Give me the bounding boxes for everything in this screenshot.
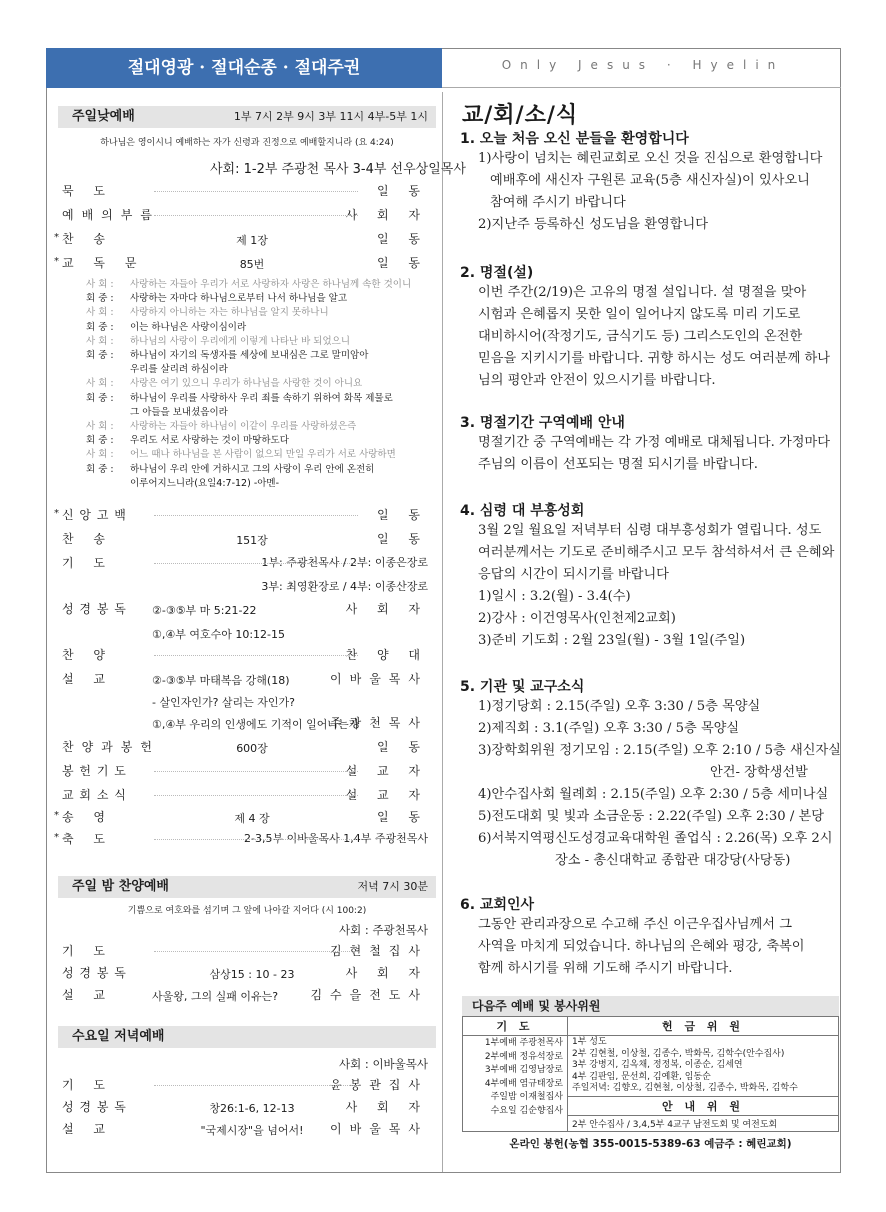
responsive-text: 어느 때나 하나님을 본 사람이 없으되 만일 우리가 서로 사랑하면 — [130, 449, 396, 461]
online-offering: 온라인 봉헌(농협 355-0015-5389-63 예금주 : 혜린교회) — [509, 1138, 792, 1150]
column-divider — [442, 92, 443, 1172]
news-line: 응답의 시간이 되시기를 바랍니다 — [478, 567, 669, 582]
order-responsible: 사 회 자 — [345, 1100, 428, 1114]
responsive-line — [86, 306, 426, 320]
responsive-text: 그 아들을 보내셨음이라 — [130, 406, 228, 418]
order-row — [62, 646, 428, 668]
order-detail: ②-③⑤부 마태복음 강해(18) — [152, 674, 290, 687]
order-label: 성 경 봉 독 — [62, 602, 127, 616]
order-label: 성 경 봉 독 — [62, 966, 127, 980]
order-row — [62, 714, 428, 736]
dotted-leader — [154, 515, 358, 516]
dotted-leader — [154, 191, 358, 192]
prayer-column-head: 기 도 — [463, 1017, 568, 1036]
order-row — [62, 1076, 428, 1098]
responsive-line — [86, 406, 426, 420]
news-line: 장소 - 총신대학교 종합관 대강당(사당동) — [555, 853, 791, 868]
responsive-line — [86, 434, 426, 448]
order-row — [62, 738, 428, 760]
responsive-text: 사랑하는 자들아 우리가 서로 사랑하자 사랑은 하나님께 속한 것이니 — [130, 279, 412, 290]
order-row — [54, 808, 428, 830]
order-label: 설 교 — [62, 672, 113, 686]
responsive-role: 회 중 : — [86, 293, 114, 305]
news-line: 예배후에 새신자 구원론 교육(5층 새신자실)이 있사오니 — [490, 173, 810, 188]
responsive-line — [86, 335, 426, 349]
offering-column-head: 헌 금 위 원 — [568, 1017, 839, 1036]
order-detail: 삼상15 : 10 - 23 — [209, 968, 295, 981]
order-responsible: 이바울목사 — [330, 1122, 428, 1136]
order-detail: 제 1장 — [236, 234, 268, 247]
order-responsible: 김현철집사 — [330, 944, 428, 958]
order-responsible: 2-3,5부 이바울목사 1,4부 주광천목사 — [244, 832, 428, 845]
news-line: 1)사랑이 넘치는 혜린교회로 오신 것을 진심으로 환영합니다 — [478, 151, 823, 166]
responsive-reading — [86, 278, 426, 491]
responsive-line — [86, 448, 426, 462]
order-responsible: 찬 양 대 — [345, 648, 428, 662]
prayer-list — [463, 1036, 568, 1132]
header-divider — [442, 87, 841, 88]
news-line: 1)일시 : 3.2(월) - 3.4(수) — [478, 589, 631, 604]
order-responsible: 3부: 최영환장로 / 4부: 이종산장로 — [261, 580, 428, 593]
responsive-line — [86, 392, 426, 406]
order-detail: 제 4 장 — [234, 812, 270, 825]
evening-verse: 기쁨으로 여호와를 섬기며 그 앞에 나아갈 지어다 (시 100:2) — [127, 906, 367, 916]
news-line: 그동안 관리과장으로 수고해 주신 이근우집사님께서 그 — [478, 917, 792, 932]
order-responsible: 일 동 — [377, 532, 428, 546]
news-title: 교/회/소/식 — [462, 102, 579, 128]
responsive-role: 사 회 : — [86, 449, 114, 461]
evening-presider: 사회 : 주광천목사 — [339, 923, 428, 937]
dotted-leader — [154, 1085, 358, 1086]
dotted-leader — [154, 839, 358, 840]
dotted-leader — [154, 951, 358, 952]
order-row — [62, 1098, 428, 1120]
order-label: 교 회 소 식 — [62, 788, 127, 802]
order-row — [62, 786, 428, 808]
responsive-role: 회 중 : — [86, 463, 114, 475]
required-stand-marker: * — [54, 508, 59, 519]
news-line: 2)지난주 등록하신 성도님을 환영합니다 — [478, 217, 708, 232]
offering-entry: 3부 강병지, 김옥채, 정정복, 이종순, 김세연 — [572, 1060, 743, 1070]
prayer-entry: 주일밤 이재철집사 — [490, 1092, 563, 1102]
wednesday-service-header — [58, 1026, 436, 1048]
news-line: 주님의 이름이 선포되는 명절 되시기를 바랍니다. — [478, 457, 758, 472]
order-row — [62, 942, 428, 964]
news-heading: 5. 기관 및 교구소식 — [460, 679, 585, 695]
order-row — [62, 624, 428, 646]
news-line: 여러분께서는 기도로 준비해주시고 모두 참석하셔서 큰 은혜와 — [478, 545, 835, 560]
news-line: 3)준비 기도회 : 2월 23일(월) - 3월 1일(주일) — [478, 633, 746, 648]
news-heading: 4. 심령 대 부흥성회 — [460, 503, 585, 519]
sunday-service-times: 1부 7시 2부 9시 3부 11시 4부-5부 1시 — [233, 110, 428, 123]
order-responsible: 김수을전도사 — [310, 988, 428, 1002]
responsive-text: 우리를 살리려 하심이라 — [130, 364, 228, 376]
responsive-line — [86, 292, 426, 306]
news-line: 5)전도대회 및 빛과 소금운동 : 2.22(주일) 오후 2:30 / 본당 — [478, 809, 824, 824]
news-line: 3월 2일 월요일 저녁부터 심령 대부흥성회가 열립니다. 성도 — [478, 523, 822, 538]
order-responsible: 설 교 자 — [345, 764, 428, 778]
responsive-role: 사 회 : — [86, 279, 114, 290]
order-row — [62, 182, 428, 204]
order-label: 기 도 — [62, 1078, 113, 1092]
header-banner: 절대영광 · 절대순종 · 절대주권 — [46, 48, 442, 88]
dotted-leader — [154, 795, 358, 796]
order-detail: 창26:1-6, 12-13 — [209, 1102, 295, 1115]
order-responsible: 사 회 자 — [345, 966, 428, 980]
order-label: 축 도 — [62, 832, 113, 846]
news-line: 2)제직회 : 3.1(주일) 오후 3:30 / 5층 목양실 — [478, 721, 740, 736]
responsive-text: 하나님이 우리를 사랑하사 우리 죄를 속하기 위하여 화목 제물로 — [130, 392, 393, 404]
order-responsible: 일 동 — [377, 810, 428, 824]
responsive-role: 사 회 : — [86, 335, 114, 347]
order-row — [54, 230, 428, 252]
responsive-line — [86, 349, 426, 363]
responsive-role: 사 회 : — [86, 307, 114, 319]
offering-list — [568, 1036, 839, 1097]
offering-entry: 주일저녁: 김향오, 김현철, 이상철, 김종수, 박화목, 김학수 — [572, 1083, 798, 1093]
news-line: 안건- 장학생선발 — [710, 765, 808, 780]
order-detail: ①,④부 우리의 인생에도 기적이 일어나는가 — [152, 718, 360, 731]
order-label: 신 앙 고 백 — [62, 508, 127, 522]
required-stand-marker: * — [54, 810, 59, 821]
order-label: 찬양과봉헌 — [62, 740, 160, 754]
order-detail: 151장 — [236, 534, 268, 547]
news-line: 2)강사 : 이건영목사(인천제2교회) — [478, 611, 676, 626]
order-responsible: 사 회 자 — [345, 208, 428, 222]
header-motto: Only Jesus · Hyelin — [501, 58, 785, 72]
news-line: 명절기간 중 구역예배는 각 가정 예배로 대체됩니다. 가정마다 — [478, 435, 831, 450]
responsive-text: 사랑하지 아니하는 자는 하나님을 알지 못하나니 — [130, 307, 329, 319]
responsive-line — [86, 463, 426, 477]
responsive-text: 이는 하나님은 사랑이심이라 — [130, 321, 247, 333]
news-line: 님의 평안과 안전이 있으시기를 바랍니다. — [478, 373, 716, 388]
usher-column-head: 안 내 위 원 — [568, 1096, 839, 1115]
evening-service-title: 주일 밤 찬양예배 — [72, 879, 169, 894]
serve-table — [462, 1016, 839, 1132]
required-stand-marker: * — [54, 832, 59, 843]
news-line: 4)안수집사회 월례회 : 2.15(주일) 오후 2:30 / 5층 세미나실 — [478, 787, 829, 802]
order-label: 설 교 — [62, 988, 113, 1002]
news-line: 사역을 마치게 되었습니다. 하나님의 은혜와 평강, 축복이 — [478, 939, 805, 954]
usher-list: 2부 안수집사 / 3,4,5부 4교구 남전도회 및 여전도회 — [568, 1115, 839, 1131]
wednesday-presider: 사회 : 이바울목사 — [339, 1057, 428, 1071]
dotted-leader — [154, 215, 358, 216]
order-label: 예배의부름 — [62, 208, 160, 222]
sunday-verse: 하나님은 영이시니 예배하는 자가 신령과 진정으로 예배할지니라 (요 4:24) — [100, 138, 394, 148]
order-label: 봉 헌 기 도 — [62, 764, 127, 778]
responsive-line — [86, 278, 426, 292]
order-label: 성 경 봉 독 — [62, 1100, 127, 1114]
responsive-role: 사 회 : — [86, 378, 114, 390]
evening-service-time: 저녁 7시 30분 — [357, 880, 428, 893]
responsive-role: 회 중 : — [86, 392, 114, 404]
responsive-role: 회 중 : — [86, 435, 114, 447]
order-row — [54, 254, 428, 276]
offering-entry: 2부 김현철, 이상철, 김종수, 박화목, 김학수(안수집사) — [572, 1048, 785, 1059]
dotted-leader — [154, 771, 358, 772]
order-responsible: 일 동 — [377, 184, 428, 198]
order-responsible: 이바울목사 — [330, 672, 428, 686]
news-line: 함께 하시기를 위해 기도해 주시기 바랍니다. — [478, 961, 733, 976]
order-row — [62, 670, 428, 692]
offering-entry: 4부 김판임, 문선희, 김예환, 임동순 — [572, 1071, 711, 1082]
order-row — [62, 986, 428, 1008]
news-heading: 1. 오늘 처음 오신 분들을 환영합니다 — [460, 131, 689, 147]
responsive-role: 사 회 : — [86, 421, 114, 433]
news-line: 참여해 주시기 바랍니다 — [490, 195, 626, 210]
prayer-entry: 4부예배 염규태장로 — [484, 1078, 563, 1089]
order-detail: 600장 — [236, 742, 268, 755]
responsive-text: 하나님이 우리 안에 거하시고 그의 사랑이 우리 안에 온전히 — [130, 463, 375, 475]
order-row — [62, 1120, 428, 1142]
responsive-text: 사랑은 여기 있으니 우리가 하나님을 사랑한 것이 아니요 — [130, 378, 363, 390]
sunday-service-header — [58, 106, 436, 128]
order-responsible: 주광천목사 — [330, 716, 428, 730]
news-line: 대비하시어(작정기도, 금식기도 등) 그리스도인의 온전한 — [478, 329, 803, 344]
order-row — [62, 600, 428, 622]
news-line: 1)정기당회 : 2.15(주일) 오후 3:30 / 5층 목양실 — [478, 699, 761, 714]
order-row — [62, 554, 428, 576]
responsive-text: 우리도 서로 사랑하는 것이 마땅하도다 — [130, 435, 289, 447]
order-row — [62, 692, 428, 714]
order-row — [54, 830, 428, 852]
news-heading: 2. 명절(설) — [460, 265, 534, 281]
order-detail: 사울왕, 그의 실패 이유는? — [152, 990, 279, 1003]
dotted-leader — [154, 563, 358, 564]
evening-service-header — [58, 876, 436, 898]
dotted-leader — [154, 655, 358, 656]
sunday-service-title: 주일낮예배 — [72, 109, 135, 124]
order-label: 기 도 — [62, 944, 113, 958]
serve-header: 다음주 예배 및 봉사위원 — [462, 996, 839, 1016]
order-detail: ②-③⑤부 마 5:21-22 — [152, 604, 257, 617]
news-line: 이번 주간(2/19)은 고유의 명절 설입니다. 설 명절을 맞아 — [478, 285, 807, 300]
news-heading: 6. 교회인사 — [460, 897, 535, 913]
order-detail: ①,④부 여호수아 10:12-15 — [152, 628, 286, 641]
responsive-text: 하나님이 자기의 독생자를 세상에 보내심은 그로 말미암아 — [130, 350, 369, 362]
responsive-line — [86, 321, 426, 335]
order-responsible: 일 동 — [377, 508, 428, 522]
order-label: 설 교 — [62, 1122, 113, 1136]
responsive-text: 이루어지느니라(요일4:7-12) -아멘- — [130, 477, 280, 489]
responsive-text: 사랑하는 자마다 하나님으로부터 나서 하나님을 알고 — [130, 293, 347, 305]
required-stand-marker: * — [54, 232, 59, 243]
order-detail: "국제시장"을 넘어서! — [200, 1124, 304, 1137]
prayer-entry: 3부예배 김영남장로 — [484, 1065, 563, 1075]
news-line: 믿음을 지키시기를 바랍니다. 귀향 하시는 성도 여러분께 하나 — [478, 351, 831, 366]
prayer-entry: 수요일 김순향집사 — [490, 1105, 563, 1116]
order-responsible: 일 동 — [377, 232, 428, 246]
responsive-line — [86, 363, 426, 377]
responsive-text: 하나님의 사랑이 우리에게 이렇게 나타난 바 되었으니 — [130, 335, 351, 347]
wednesday-service-title: 수요일 저녁예배 — [72, 1029, 165, 1044]
order-responsible: 1부: 주광천목사 / 2부: 이종은장로 — [261, 556, 428, 569]
order-responsible: 설 교 자 — [345, 788, 428, 802]
order-label: 교 독 문 — [62, 256, 145, 270]
responsive-line — [86, 377, 426, 391]
order-row — [62, 964, 428, 986]
responsive-line — [86, 477, 426, 491]
order-label: 찬 송 — [62, 232, 113, 246]
offering-entry: 1부 성도 — [572, 1037, 607, 1047]
responsive-role: 회 중 : — [86, 321, 114, 333]
order-label: 기 도 — [62, 556, 113, 570]
order-label: 송 영 — [62, 810, 113, 824]
required-stand-marker: * — [54, 256, 59, 267]
order-responsible: 사 회 자 — [345, 602, 428, 616]
news-line: 3)장학회위원 정기모임 : 2.15(주일) 오후 2:10 / 5층 새신자실 — [478, 743, 841, 758]
order-row — [62, 206, 428, 228]
order-label: 찬 송 — [62, 532, 113, 546]
sunday-presider: 사회: 1-2부 주광천 목사 3-4부 선우상일목사 — [210, 162, 466, 177]
news-heading: 3. 명절기간 구역예배 안내 — [460, 415, 625, 431]
prayer-entry: 1부예배 주광천목사 — [484, 1038, 563, 1048]
news-line: 시험과 은혜롭지 못한 일이 일어나지 않도록 미리 기도로 — [478, 307, 801, 322]
order-responsible: 일 동 — [377, 740, 428, 754]
responsive-line — [86, 420, 426, 434]
order-row — [62, 530, 428, 552]
prayer-entry: 2부예배 정유석장로 — [484, 1051, 563, 1062]
order-detail: - 살인자인가? 살리는 자인가? — [152, 696, 296, 709]
responsive-text: 사랑하는 자들아 하나님이 이같이 우리를 사랑하셨은즉 — [130, 421, 357, 433]
order-row — [54, 506, 428, 528]
order-responsible: 일 동 — [377, 256, 428, 270]
order-row — [62, 578, 428, 600]
order-responsible: 윤봉관집사 — [330, 1078, 428, 1092]
news-line: 6)서북지역평신도성경교육대학원 졸업식 : 2.26(목) 오후 2시 — [478, 831, 833, 846]
order-detail: 85번 — [239, 258, 265, 271]
order-label: 묵 도 — [62, 184, 113, 198]
responsive-role: 회 중 : — [86, 350, 114, 362]
order-row — [62, 762, 428, 784]
order-label: 찬 양 — [62, 648, 113, 662]
